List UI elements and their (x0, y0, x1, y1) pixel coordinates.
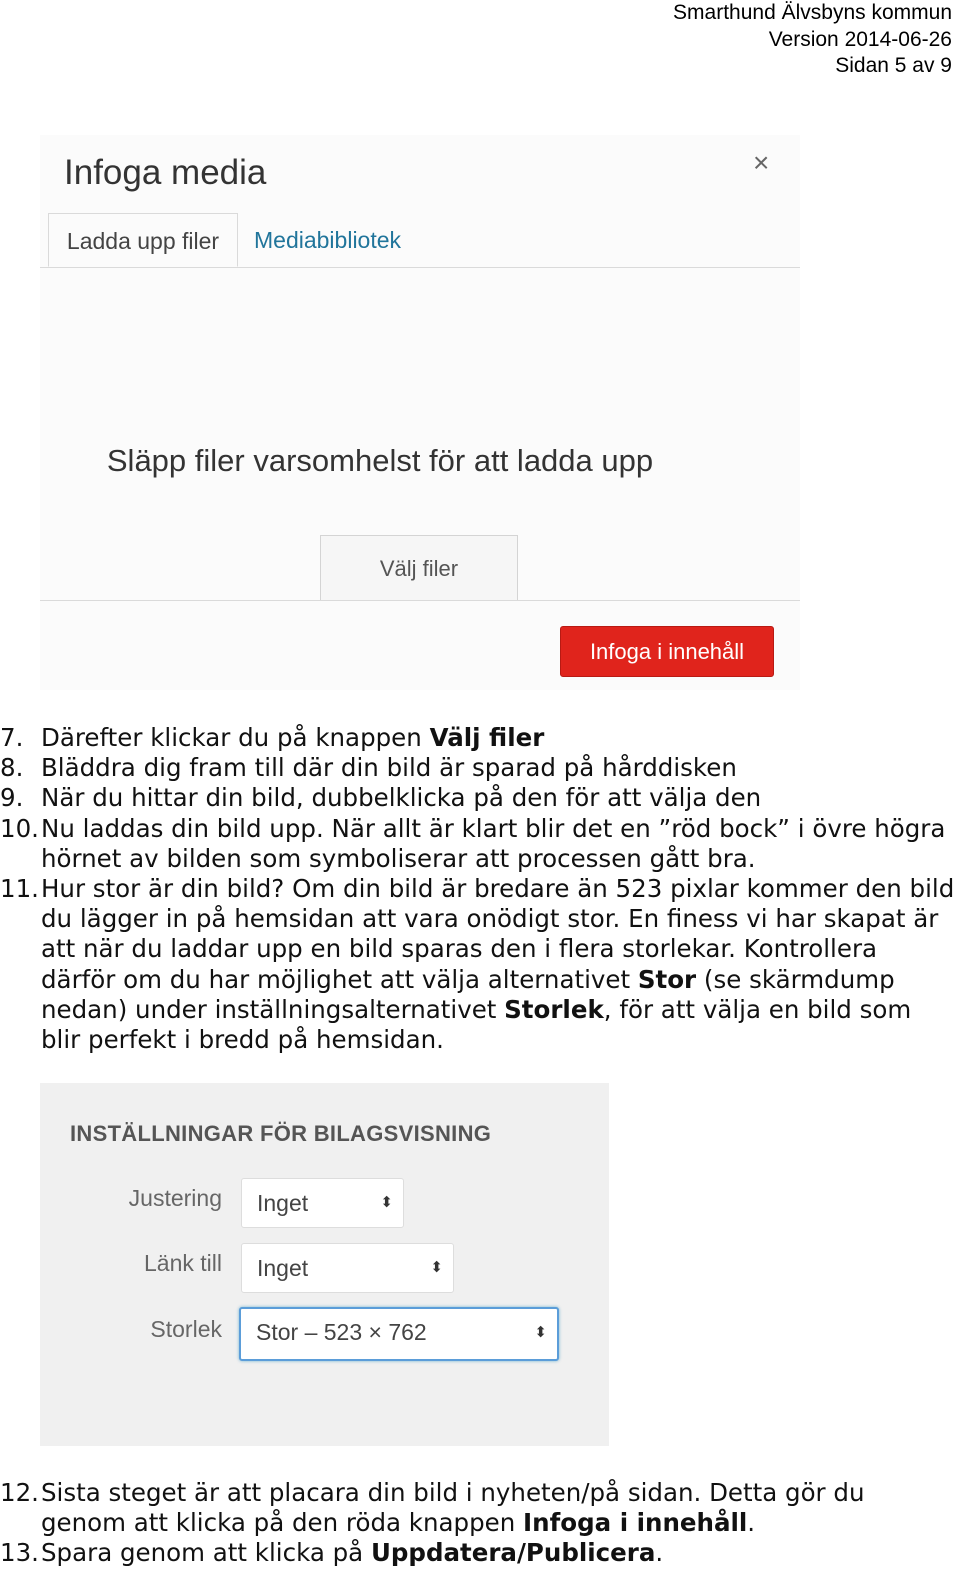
link-to-label: Länk till (144, 1250, 222, 1276)
list-number: 13. (0, 1538, 39, 1568)
insert-into-content-button[interactable]: Infoga i innehåll (560, 626, 774, 677)
step-text: Sista steget är att placara din bild i nyheten/på sidan. Detta gör du genom att klicka på den röda knappen (41, 1478, 865, 1538)
step-text: . (747, 1508, 756, 1538)
step-text: När du hittar din bild, dubbelklicka på den för att välja den (41, 783, 762, 813)
settings-heading: INSTÄLLNINGAR FÖR BILAGSVISNING (70, 1121, 492, 1146)
step-text: Nu laddas din bild upp. När allt är klart blir det en ”röd bock” i övre högra hörnet av bilden som symboliserar att processen gått bra. (41, 813, 946, 873)
step-text: Spara genom att klicka på (41, 1538, 371, 1568)
step-bold: Storlek (504, 994, 604, 1024)
tab-upload-files[interactable]: Ladda upp filer (48, 213, 238, 267)
list-number: 11. (0, 874, 39, 904)
list-item (0, 1478, 956, 1538)
step-bold: Infoga i innehåll (523, 1508, 748, 1538)
list-number: 12. (0, 1478, 39, 1507)
drop-zone-text: Släpp filer varsomhelst för att ladda upp (106, 443, 654, 478)
list-number: 7. (0, 723, 24, 752)
step-text: . (655, 1538, 664, 1568)
list-item (0, 783, 956, 813)
tab-media-library[interactable]: Mediabibliotek (254, 227, 402, 253)
step-text: Hur stor är din bild? Om din bild är bredare än 523 pixlar kommer den bild du lägger in på hemsidan att vara onödigt stor. En finess vi har skapat är att när du laddar upp en bild sparas den i flera storlekar. Kontrollera därför om du har möjlighet att välja alternativet (41, 874, 955, 994)
link-to-value: Inget (257, 1255, 309, 1281)
alignment-value: Inget (257, 1190, 309, 1216)
list-number: 9. (0, 783, 24, 813)
attachment-settings-screenshot (40, 1083, 609, 1446)
list-item (0, 1538, 956, 1568)
select-arrows-icon: ⬍ (380, 1194, 393, 1211)
list-item (0, 874, 956, 1055)
dialog-tabs (40, 213, 800, 268)
list-number: 10. (0, 813, 39, 843)
select-files-button[interactable]: Välj filer (320, 535, 518, 600)
header-version: Version 2014-06-26 (768, 27, 952, 51)
step-text: (se skärmdump nedan) under inställningsalternativet (41, 964, 895, 1024)
list-item (0, 723, 956, 753)
list-item (0, 814, 956, 874)
step-bold: Uppdatera/Publicera (370, 1538, 656, 1568)
step-text: Bläddra dig fram till där din bild är sparad på hårddisken (41, 753, 737, 783)
alignment-select[interactable] (241, 1178, 404, 1228)
step-bold: Välj filer (429, 723, 545, 752)
close-icon[interactable]: × (753, 147, 770, 178)
step-bold: Stor (637, 964, 697, 994)
dialog-title: Infoga media (64, 153, 267, 192)
size-value: Stor – 523 × 762 (256, 1319, 427, 1345)
header-page-number: Sidan 5 av 9 (835, 54, 952, 77)
step-text: , för att välja en bild som blir perfekt i bredd på hemsidan. (41, 994, 912, 1055)
instructions-list-b (0, 1478, 956, 1569)
step-text: Därefter klickar du på knappen (41, 723, 430, 752)
insert-media-dialog-screenshot (40, 135, 800, 690)
alignment-label: Justering (128, 1185, 222, 1211)
list-item (0, 753, 956, 783)
size-label: Storlek (150, 1316, 222, 1342)
instructions-list-a (0, 723, 956, 1055)
select-arrows-icon: ⬍ (534, 1324, 547, 1341)
list-number: 8. (0, 753, 24, 783)
link-to-select[interactable] (241, 1243, 454, 1293)
select-arrows-icon: ⬍ (430, 1259, 443, 1276)
header-organization: Smarthund Älvsbyns kommun (673, 1, 952, 24)
page-header (673, 0, 952, 80)
dialog-divider (40, 600, 800, 601)
size-select[interactable] (239, 1307, 559, 1361)
